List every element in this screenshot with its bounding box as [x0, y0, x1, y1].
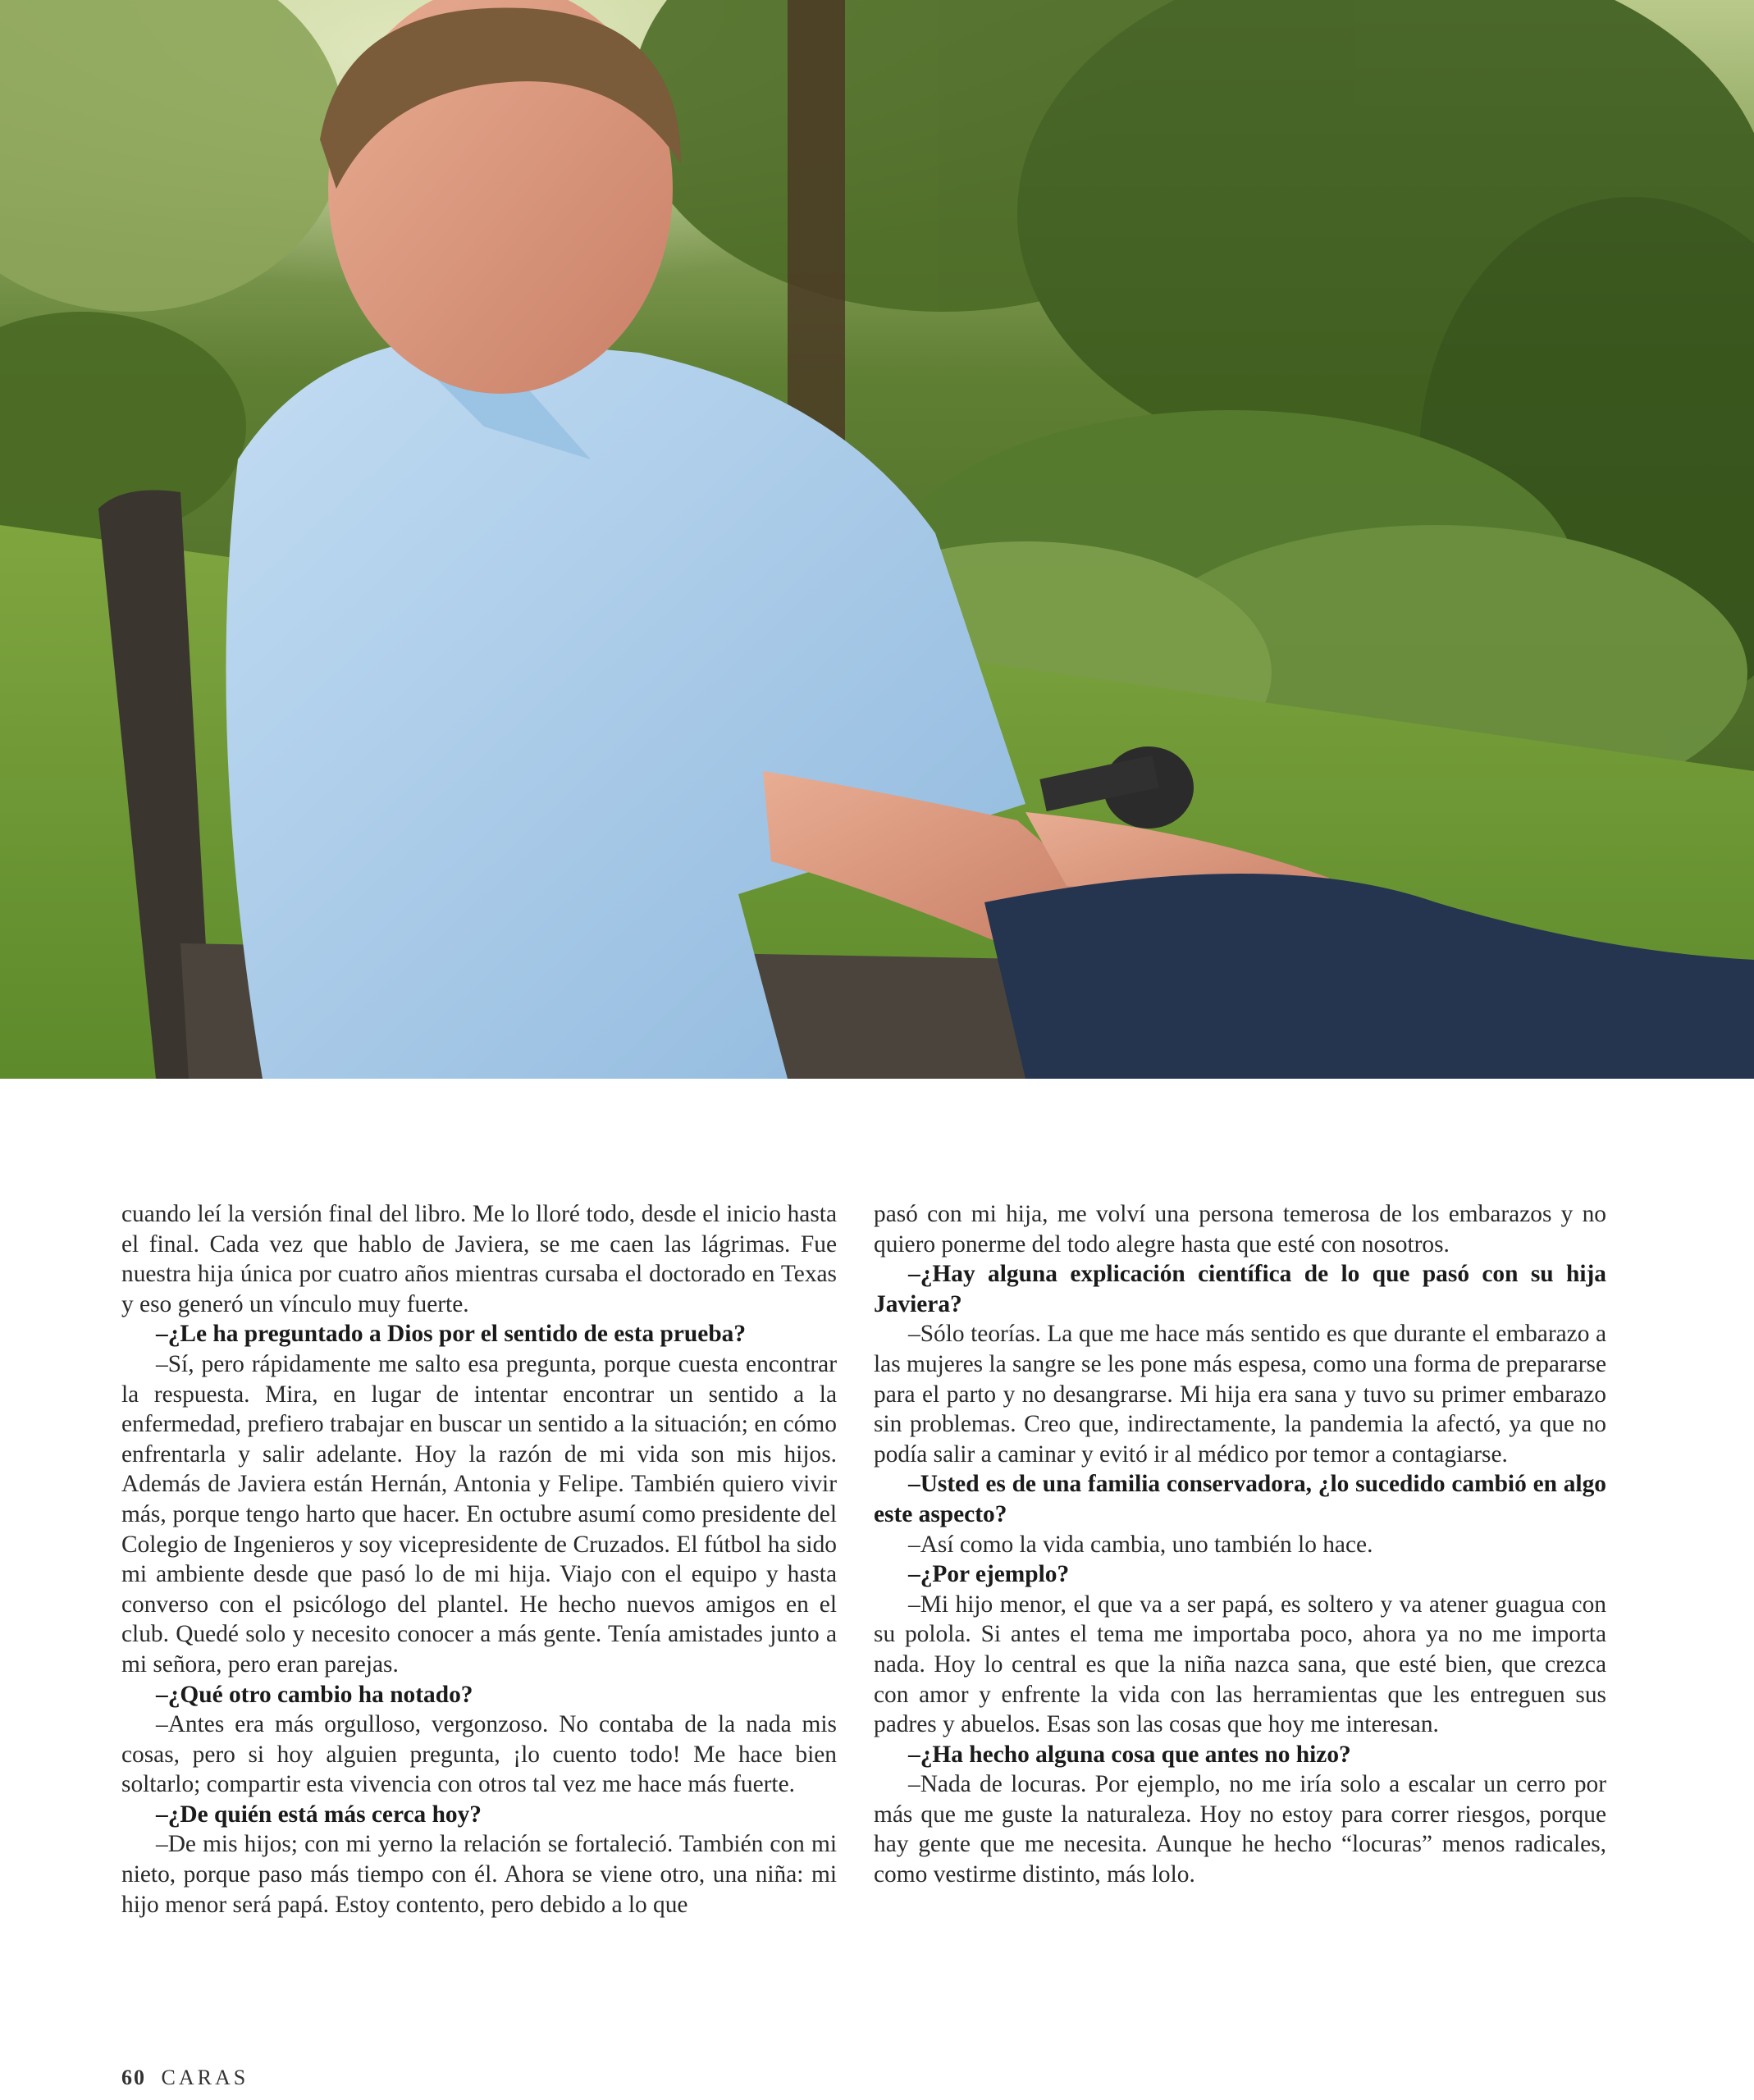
- left-column: [121, 1199, 837, 1920]
- interview-answer: –Así como la vida cambia, uno también lo hace.: [908, 1531, 1373, 1558]
- interview-answer: cuando leí la versión final del libro. Me lo lloré todo, desde el inicio hasta el final. Cada vez que hablo de Javiera, se me caen las lágrimas. Fue nuestra hija única por cuatro años mientras cursaba el doctorado en Texas y eso generó un vínculo muy fuerte.: [121, 1201, 837, 1317]
- interview-question: –¿Por ejemplo?: [908, 1561, 1070, 1588]
- right-column: [874, 1199, 1606, 1890]
- interview-answer: –Antes era más orgulloso, vergonzoso. No contaba de la nada mis cosas, pero si hoy alguien pregunta, ¡lo cuento todo! Me hace bien soltarlo; compartir esta vivencia con otros tal vez me hace más fuerte.: [121, 1711, 837, 1798]
- interview-question: –¿Le ha preguntado a Dios por el sentido de esta prueba?: [156, 1321, 747, 1348]
- page-footer: [121, 2066, 249, 2090]
- interview-question: –¿Hay alguna explicación científica de lo que pasó con su hija Javiera?: [874, 1261, 1606, 1317]
- interview-answer: –Sólo teorías. La que me hace más sentido es que durante el embarazo a las mujeres la sangre se les pone más espesa, como una forma de prepararse para el parto y no desangrarse. Mi hija era sana y tuvo su primer embarazo sin problemas. Creo que, indirectamente, la pandemia la afectó, ya que no podía salir a caminar y evitó ir al médico por temor a contagiarse.: [874, 1321, 1606, 1468]
- interview-answer: pasó con mi hija, me volví una persona temerosa de los embarazos y no quiero ponerme del todo alegre hasta que esté con nosotros.: [874, 1201, 1606, 1258]
- interview-answer: –Mi hijo menor, el que va a ser papá, es soltero y va atener guagua con su polola. Si antes el tema me importaba poco, ahora ya no me importa nada. Hoy lo central es que la niña nazca sana, que esté bien, que crezca con amor y enfrente la vida con las herramientas que les entreguen sus padres y abuelos. Esas son las cosas que hoy me interesan.: [874, 1591, 1606, 1738]
- interview-answer: –De mis hijos; con mi yerno la relación se fortaleció. También con mi nieto, porque paso más tiempo con él. Ahora se viene otro, una niña: mi hijo menor será papá. Estoy contento, pero debido a lo que: [121, 1831, 837, 1918]
- interview-answer: –Sí, pero rápidamente me salto esa pregunta, porque cuesta encontrar la respuesta. Mira, en lugar de intentar encontrar un sentido a la enfermedad, prefiero trabajar en buscar un sentido a la situación; en cómo enfrentarla y salir adelante. Hoy la razón de mi vida son mis hijos. Además de Javiera están Hernán, Antonia y Felipe. También quiero vivir más, porque tengo harto que hacer. En octubre asumí como presidente del Colegio de Ingenieros y soy vicepresidente de Cruzados. El fútbol ha sido mi ambiente desde que pasó lo de mi hija. Viajo con el equipo y hasta converso con el psicólogo del plantel. He hecho nuevos amigos en el club. Quedé solo y necesito conocer a más gente. Tenía amistades junto a mi señora, pero eran parejas.: [121, 1350, 837, 1678]
- magazine-name: CARAS: [161, 2066, 249, 2089]
- interview-answer: –Nada de locuras. Por ejemplo, no me iría solo a escalar un cerro por más que me guste la naturaleza. Hoy no estoy para correr riesgos, porque hay gente que me necesita. Aunque he hecho “locuras” menos radicales, como vestirme distinto, más lolo.: [874, 1771, 1606, 1888]
- interview-question: –¿Ha hecho alguna cosa que antes no hizo?: [908, 1741, 1351, 1768]
- interview-question: –¿De quién está más cerca hoy?: [156, 1801, 482, 1828]
- page-number: 60: [121, 2066, 146, 2089]
- interview-question: –Usted es de una familia conservadora, ¿lo sucedido cambió en algo este aspecto?: [874, 1471, 1606, 1527]
- interview-question: –¿Qué otro cambio ha notado?: [156, 1681, 473, 1708]
